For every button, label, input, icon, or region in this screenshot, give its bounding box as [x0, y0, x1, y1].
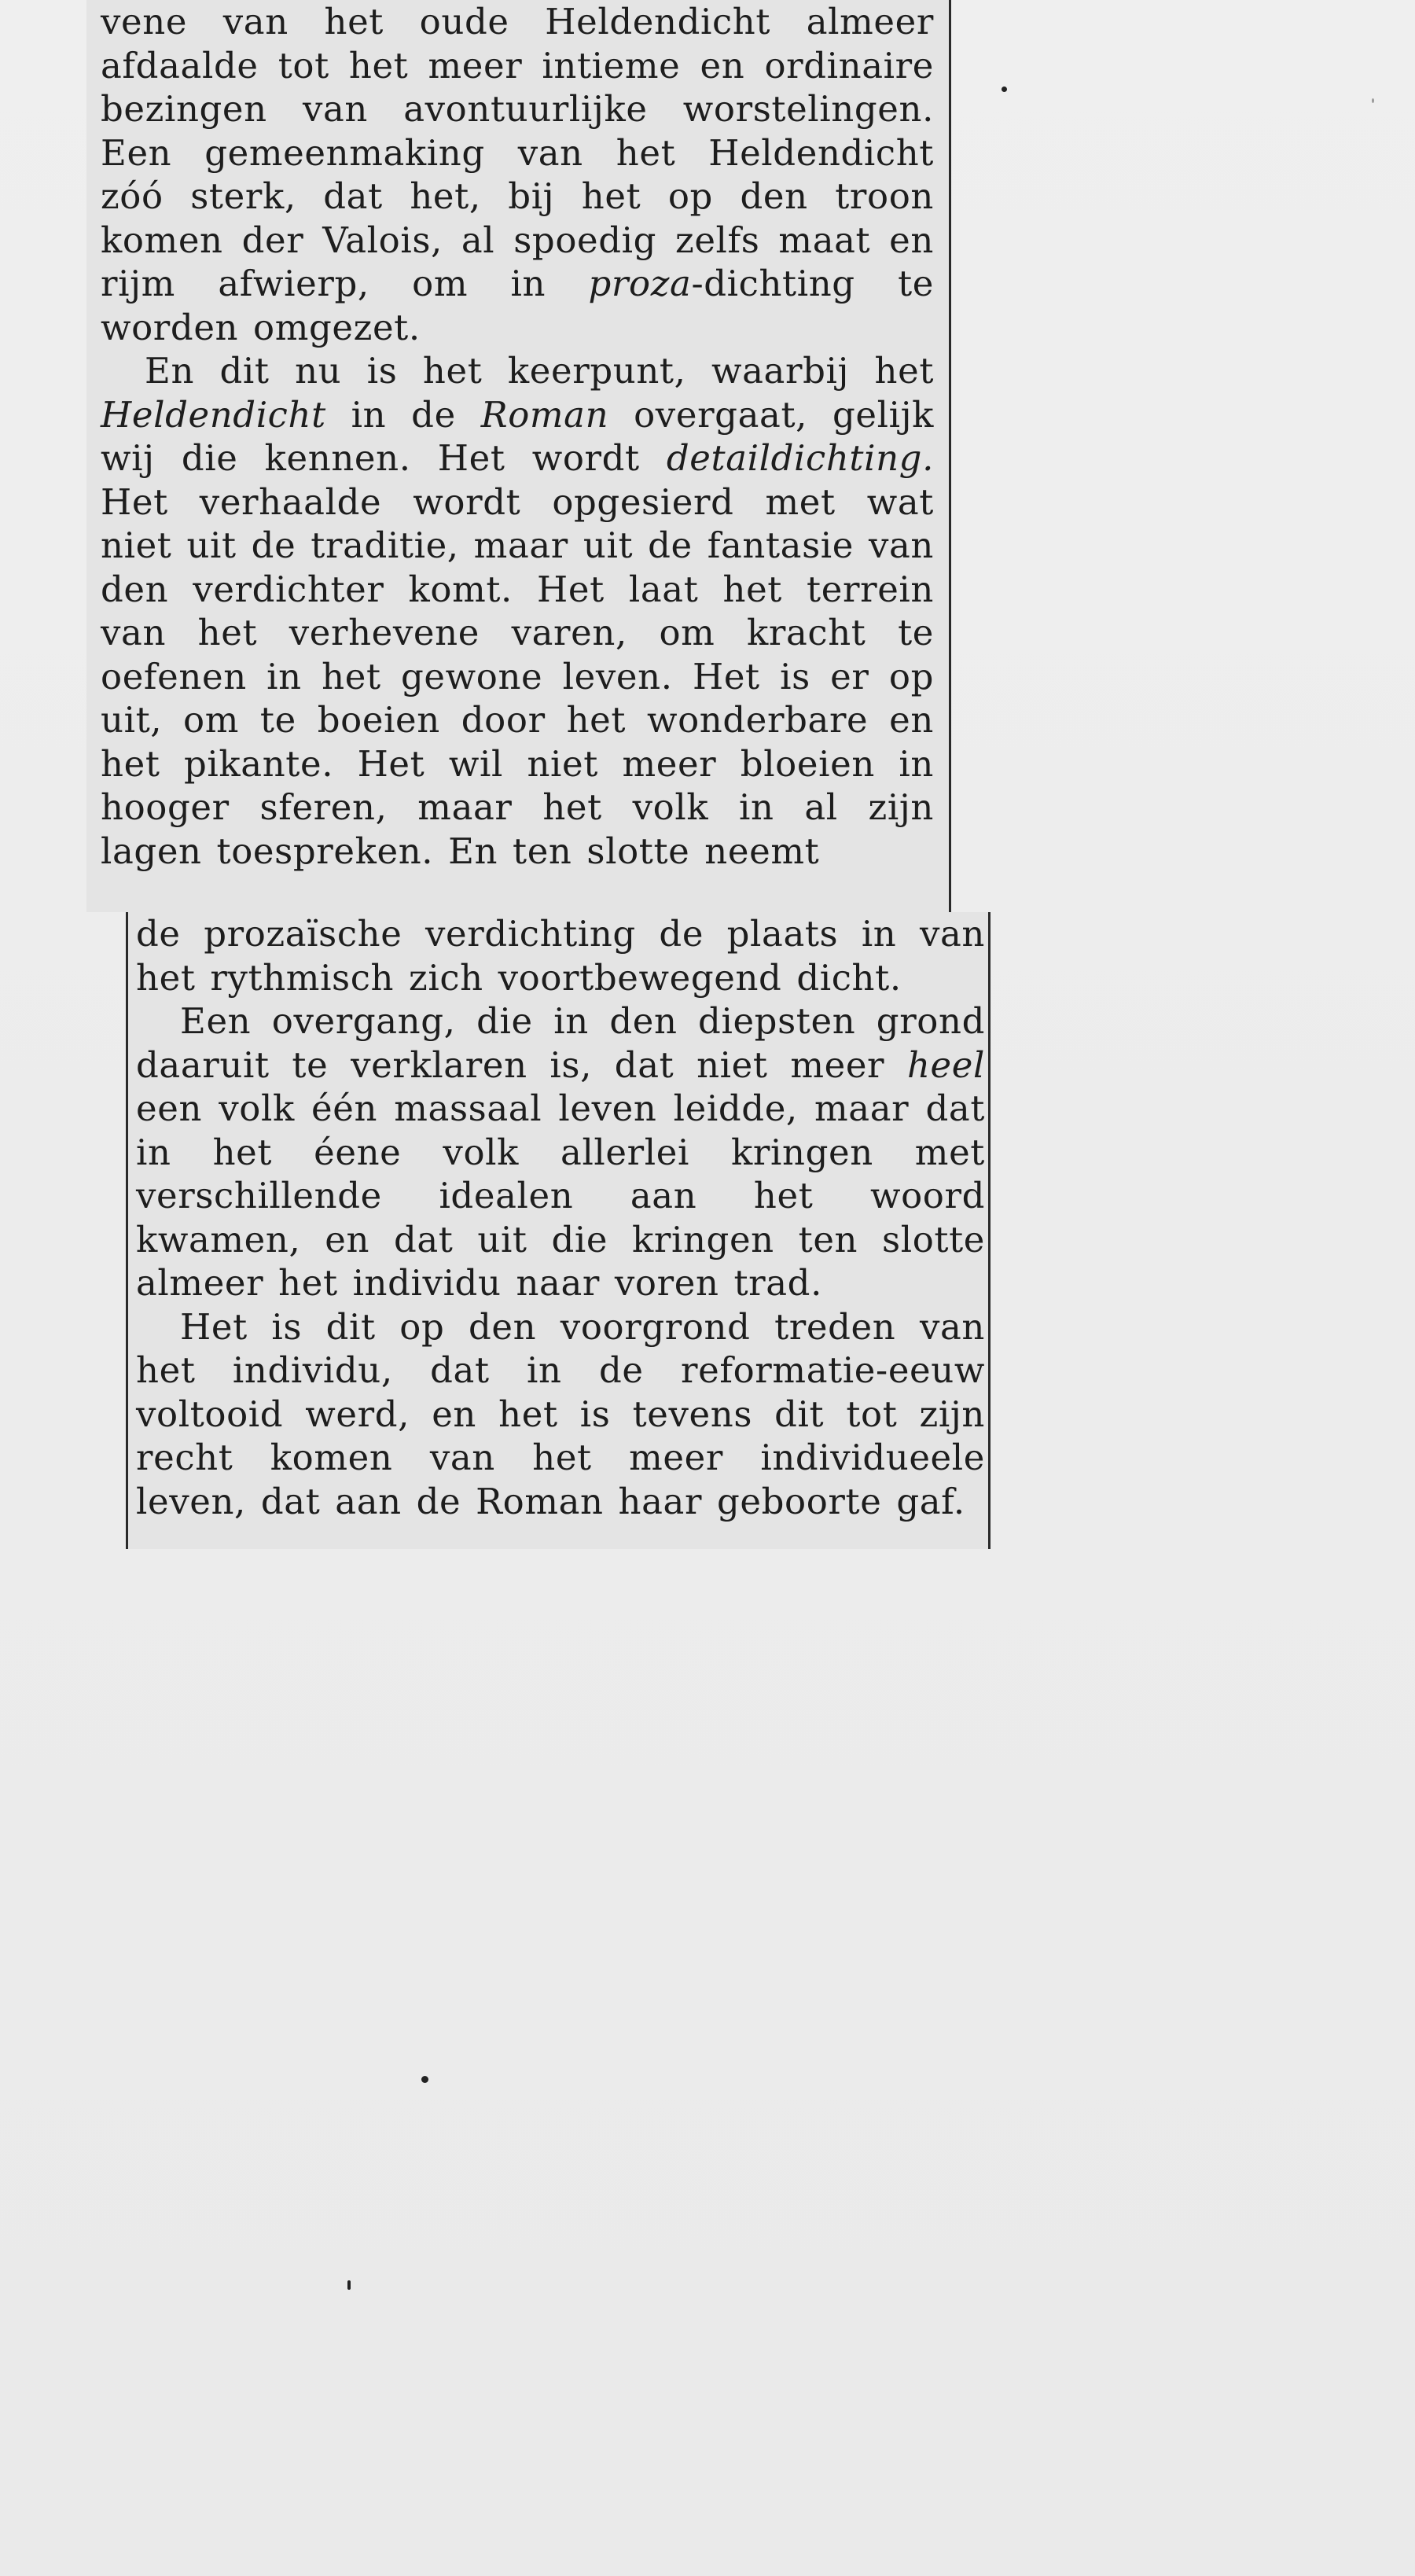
paragraph-keerpunt: [101, 349, 934, 873]
paragraph-individu: [128, 1305, 985, 1524]
italic-text: heel: [906, 1043, 985, 1086]
text-run: de prozaïsche verdichting de plaats in van het rythmisch zich voortbewegend dicht.: [136, 913, 985, 999]
text-run: overgaat, gelijk wij die kennen. Het wordt: [101, 393, 934, 479]
text-run: Het is dit op den voorgrond treden van het individu, dat in de reformatie-eeuw voltooid werd, en het is tevens dit tot zijn recht komen van het meer individueele leven, dat aan de Roman haar geboorte gaf.: [136, 1305, 985, 1522]
dust-speck: [1002, 86, 1007, 92]
newspaper-clipping-top: [86, 0, 951, 912]
text-run: een volk één massaal leven leidde, maar dat in het éene volk allerlei kringen met verschillende idealen aan het woord kwamen, en dat uit die kringen ten slotte almeer het individu naar voren trad.: [136, 1087, 985, 1304]
italic-text: detaildichting.: [666, 437, 934, 479]
dust-speck: [421, 2076, 428, 2083]
text-run: Een overgang, die in den diepsten grond daaruit te verklaren is, dat niet meer: [136, 1000, 985, 1086]
paragraph-heldendicht: [101, 0, 934, 349]
dust-speck: [1372, 98, 1374, 103]
dust-speck: [347, 2280, 351, 2290]
italic-text: proza: [588, 263, 692, 304]
text-run: -dichting te worden omgezet.: [101, 263, 934, 348]
paragraph-prozaische: [128, 912, 985, 999]
text-run: in de: [325, 393, 481, 436]
italic-text: Roman: [480, 393, 609, 436]
newspaper-clipping-bottom: [126, 912, 990, 1549]
italic-text: Heldendicht: [101, 393, 326, 436]
text-run: vene van het oude Heldendicht almeer afdaalde tot het meer intieme en ordinaire bezingen van avontuurlijke worstelingen. Een gemeenmaking van het Heldendicht zóó sterk, dat het, bij het op den troon komen der Valois, al spoedig zelfs maat en rijm afwierp, om in: [101, 1, 934, 304]
text-run: En dit nu is het keerpunt, waarbij het: [145, 350, 934, 392]
paragraph-overgang: [128, 999, 985, 1305]
text-run: Het verhaalde wordt opgesierd met wat niet uit de traditie, maar uit de fantasie van den verdichter komt. Het laat het terrein van het verhevene varen, om kracht te oefenen in het gewone leven. Het is er op uit, om te boeien door het wonderbare en het pikante. Het wil niet meer bloeien in hooger sferen, maar het volk in al zijn lagen toespreken. En ten slotte neemt: [101, 480, 934, 872]
